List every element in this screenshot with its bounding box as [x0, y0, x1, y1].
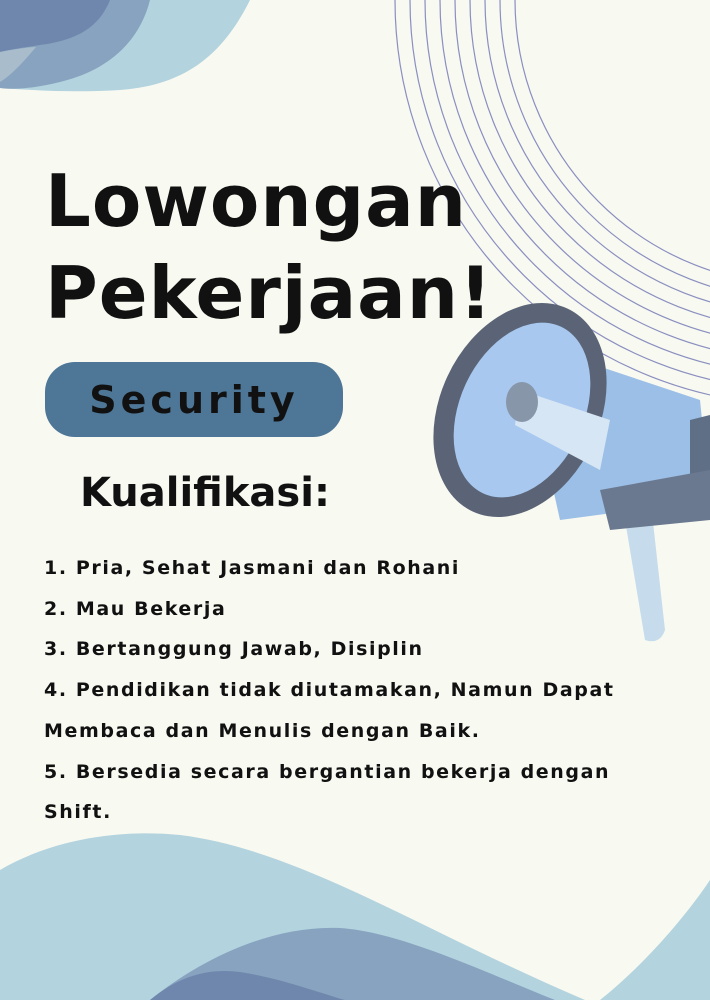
- qualification-item: 2. Mau Bekerja: [44, 597, 227, 620]
- position-label: Security: [89, 377, 299, 422]
- qualifications-list: [44, 548, 664, 833]
- qualification-item: 5. Bersedia secara bergantian bekerja dengan Shift.: [44, 760, 611, 824]
- qualification-item: 3. Bertanggung Jawab, Disiplin: [44, 638, 424, 661]
- position-badge: [45, 362, 343, 437]
- qualifications-heading: Kualifikasi:: [80, 470, 330, 516]
- bottom-wave-right: [600, 880, 710, 1000]
- title-line-1: Lowongan: [45, 159, 467, 243]
- qualification-item: 1. Pria, Sehat Jasmani dan Rohani: [44, 557, 461, 579]
- title-line-2: Pekerjaan!: [45, 251, 493, 335]
- page-title: [45, 155, 493, 339]
- qualification-item: 4. Pendidikan tidak diutamakan, Namun Dapat Membaca dan Menulis dengan Baik.: [44, 679, 615, 742]
